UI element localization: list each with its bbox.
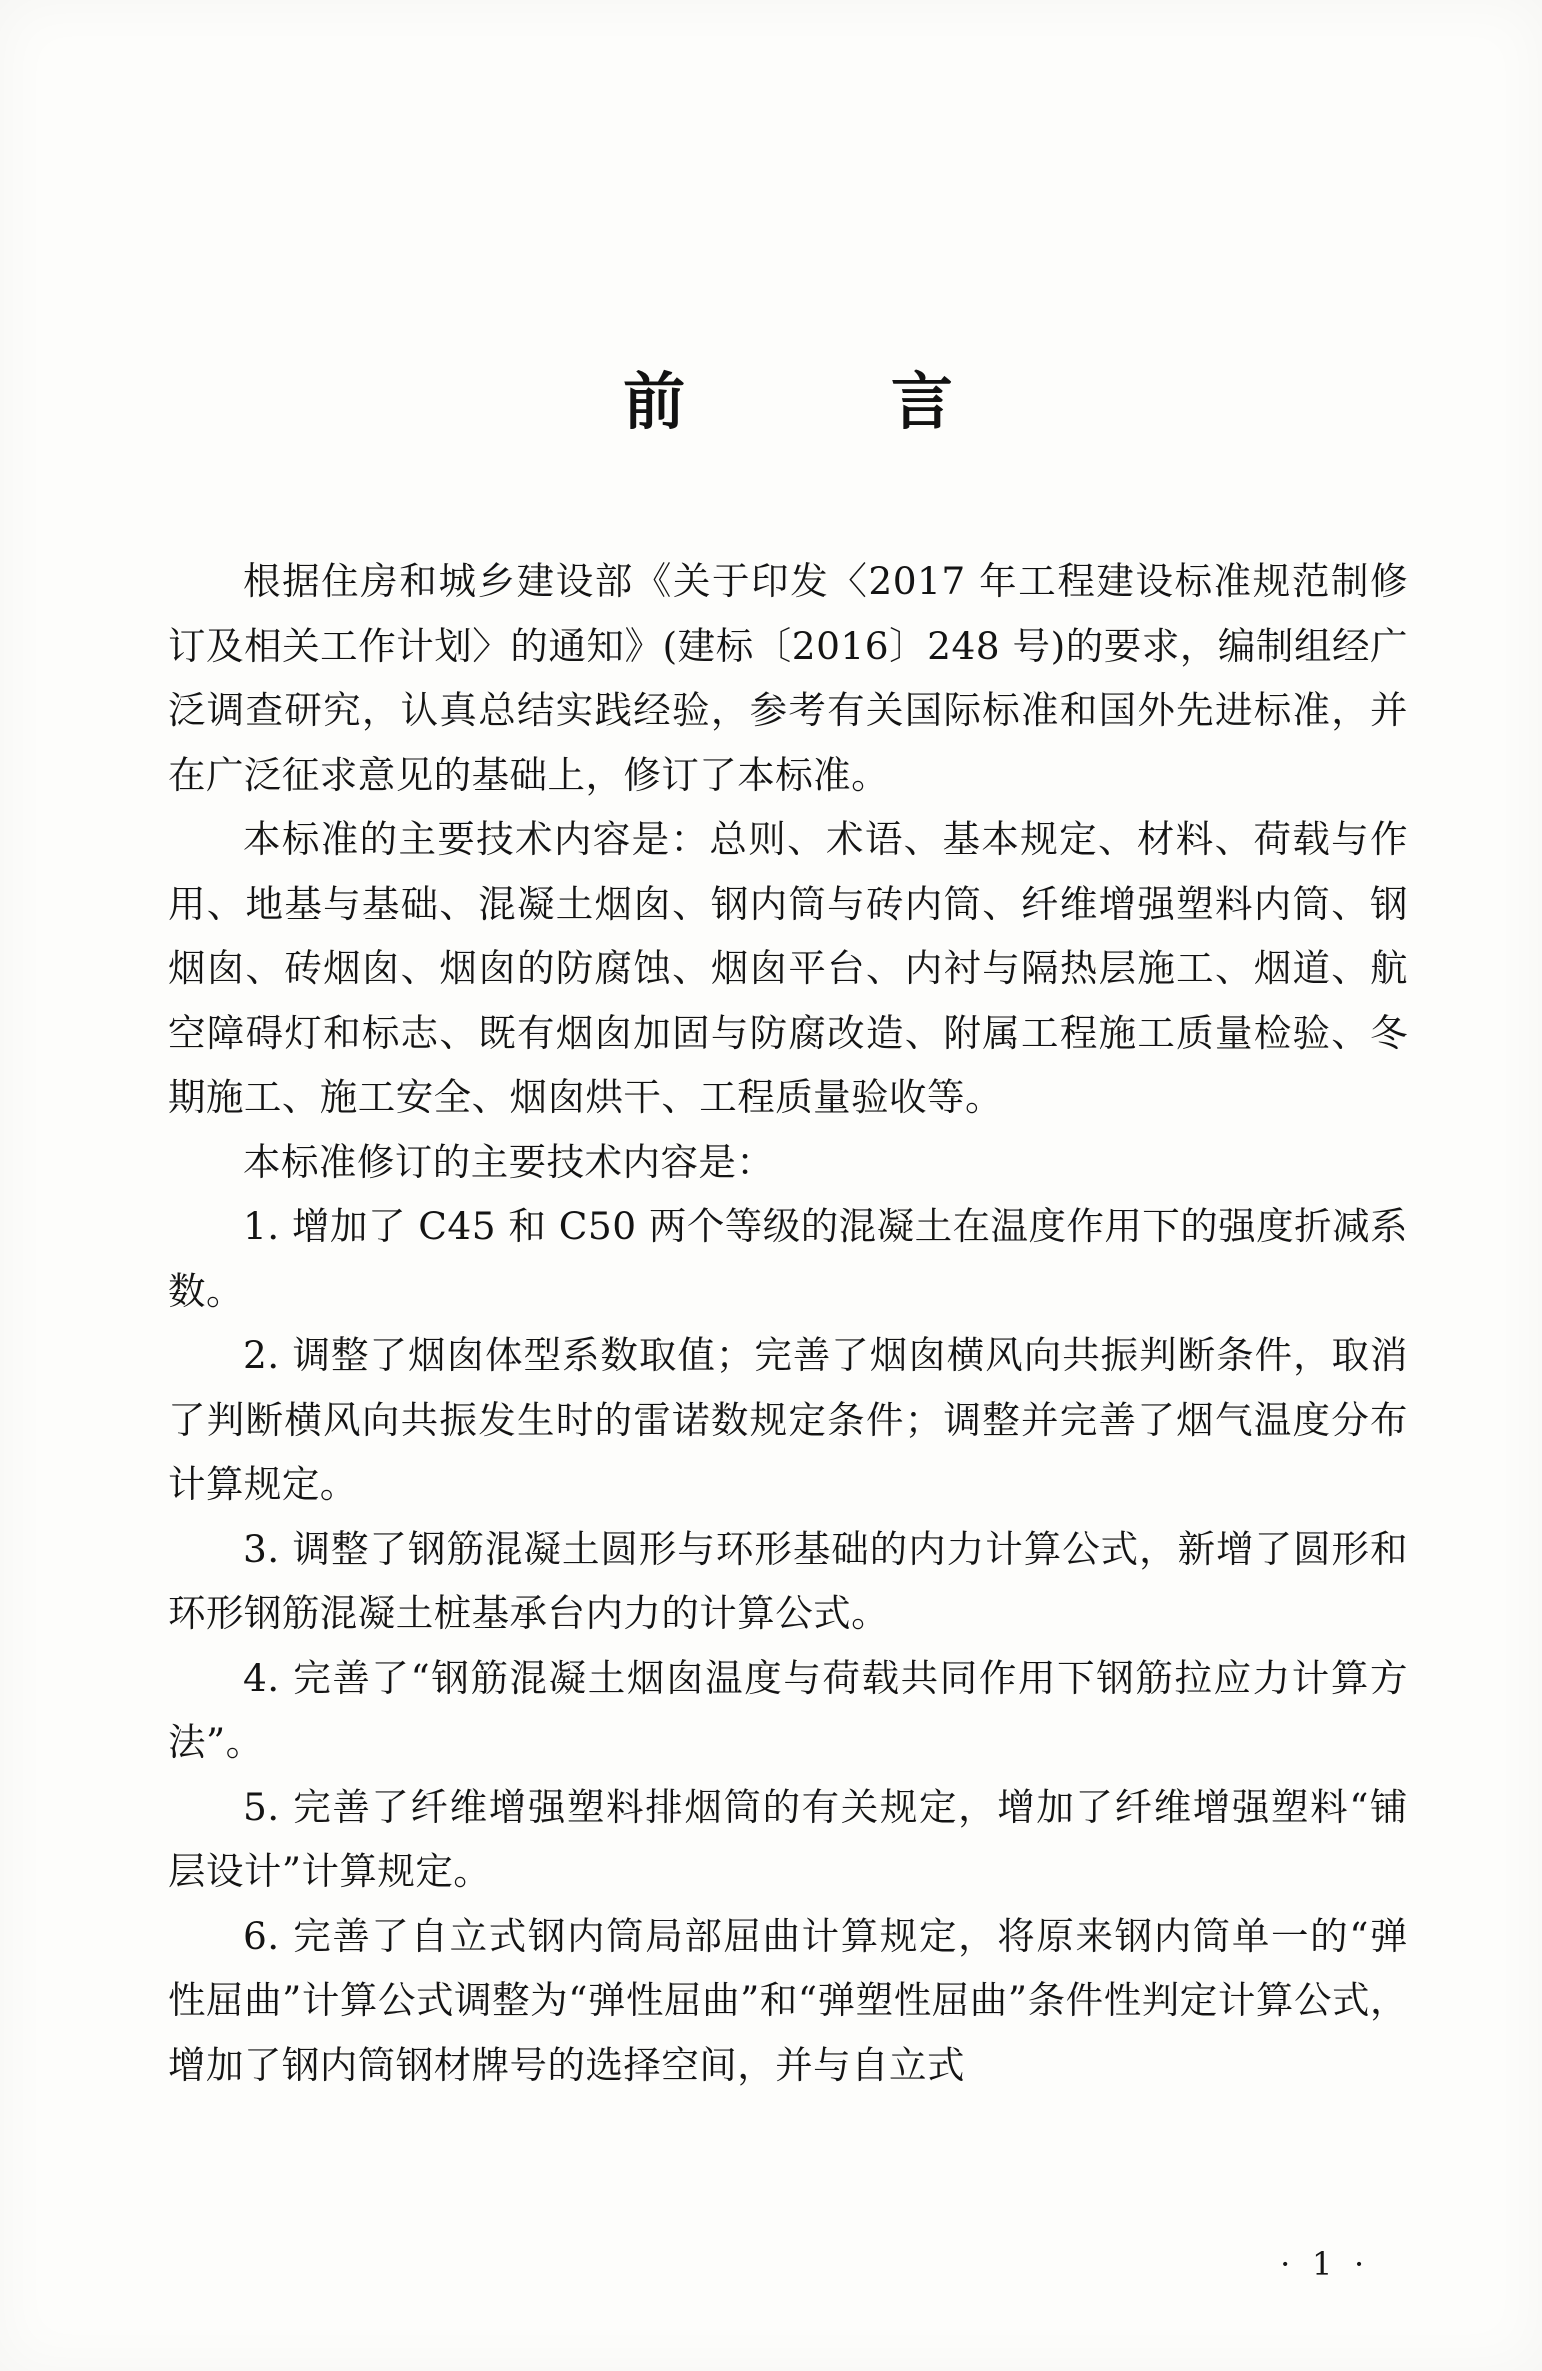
page-title: 前 言 xyxy=(623,365,981,438)
paragraph-2: 本标准的主要技术内容是：总则、术语、基本规定、材料、荷载与作用、地基与基础、混凝土烟囱、钢内筒与砖内筒、纤维增强塑料内筒、钢烟囱、砖烟囱、烟囱的防腐蚀、烟囱平台、内衬与隔热层施工、烟道、航空障碍灯和标志、既有烟囱加固与防腐改造、附属工程施工质量检验、冬期施工、施工安全、烟囱烘干、工程质量验收等。 xyxy=(168,817,1408,1119)
paragraph-item-5: 5. 完善了纤维增强塑料排烟筒的有关规定，增加了纤维增强塑料“铺层设计”计算规定。 xyxy=(168,1784,1408,1893)
paragraph-item-2: 2. 调整了烟囱体型系数取值；完善了烟囱横风向共振判断条件，取消了判断横风向共振发生时的雷诺数规定条件；调整并完善了烟气温度分布计算规定。 xyxy=(168,1333,1408,1506)
paragraph-1: 根据住房和城乡建设部《关于印发〈2017 年工程建设标准规范制修订及相关工作计划〉的通知》(建标〔2016〕248 号)的要求，编制组经广泛调查研究，认真总结实践经验，参考有关国际标准和国外先进标准，并在广泛征求意见的基础上，修订了本标准。 xyxy=(168,559,1408,797)
page-content xyxy=(168,0,1408,2371)
foreword-body xyxy=(168,549,1408,2097)
paragraph-item-6: 6. 完善了自立式钢内筒局部屈曲计算规定，将原来钢内筒单一的“弹性屈曲”计算公式调整为“弹性屈曲”和“弹塑性屈曲”条件性判定计算公式，增加了钢内筒钢材牌号的选择空间，并与自立式 xyxy=(168,1913,1408,2087)
paragraph-item-3: 3. 调整了钢筋混凝土圆形与环形基础的内力计算公式，新增了圆形和环形钢筋混凝土桩基承台内力的计算公式。 xyxy=(168,1526,1408,1635)
paragraph-item-1: 1. 增加了 C45 和 C50 两个等级的混凝土在温度作用下的强度折减系数。 xyxy=(168,1204,1408,1313)
paragraph-3: 本标准修订的主要技术内容是： xyxy=(243,1139,775,1184)
page-number: · 1 · xyxy=(1280,2245,1370,2283)
paragraph-item-4: 4. 完善了“钢筋混凝土烟囱温度与荷载共同作用下钢筋拉应力计算方法”。 xyxy=(168,1655,1408,1764)
